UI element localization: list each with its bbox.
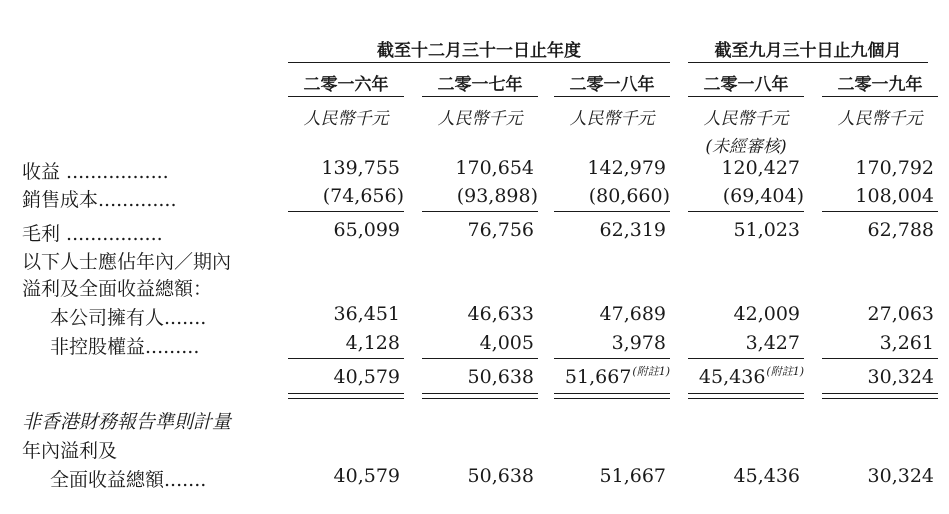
cell-value: 3,427 — [745, 332, 800, 354]
row-label-attribution: 溢利及全面收益總額： — [22, 278, 213, 300]
column-year-2017: 二零一七年 — [437, 75, 523, 95]
cell-value: 46,633 — [467, 303, 534, 325]
cell-value: (69,404) — [722, 185, 804, 207]
subtotal-rule — [422, 211, 538, 212]
double-rule — [288, 393, 404, 399]
row-label-owners: 本公司擁有人....... — [50, 307, 207, 329]
group-header-nine-months: 截至九月三十日止九個月 — [714, 41, 902, 61]
year-rule-2019-9m — [822, 96, 938, 97]
cell-value: 3,261 — [879, 332, 934, 354]
total-rule — [822, 358, 938, 359]
cell-value: 76,756 — [467, 219, 534, 241]
cell-value: 27,063 — [867, 303, 934, 325]
double-rule — [688, 393, 804, 399]
column-year-2018-9m: 二零一八年 — [703, 75, 789, 95]
total-rule — [288, 358, 404, 359]
row-label-non-hkfrs: 年內溢利及 — [22, 440, 118, 462]
cell-value: 40,579 — [333, 465, 400, 487]
cell-value: 139,755 — [321, 157, 400, 179]
cell-value: 142,979 — [587, 157, 666, 179]
cell-value-text: 51,667 — [564, 366, 632, 388]
cell-value: (80,660) — [588, 185, 670, 207]
unit-label: 人民幣千元 — [703, 109, 789, 129]
unit-label: 人民幣千元 — [437, 109, 523, 129]
cell-value: 62,788 — [867, 219, 934, 241]
cell-value: 45,436 — [733, 465, 800, 487]
cell-value: 51,667 — [599, 465, 666, 487]
column-year-2016: 二零一六年 — [303, 75, 389, 95]
group-rule-annual — [288, 62, 670, 63]
row-label-cost-of-sales: 銷售成本............. — [22, 189, 177, 211]
footnote-ref: (附註1) — [632, 365, 670, 378]
unit-label: 人民幣千元 — [837, 109, 923, 129]
cell-value: 50,638 — [467, 366, 534, 388]
year-rule-2016 — [288, 96, 404, 97]
year-rule-2018-9m — [688, 96, 804, 97]
column-year-2019-9m: 二零一九年 — [837, 75, 923, 95]
cell-value: 51,023 — [733, 219, 800, 241]
cell-value: 50,638 — [467, 465, 534, 487]
subtotal-rule — [822, 211, 938, 212]
unit-label: 人民幣千元 — [303, 109, 389, 129]
cell-value: 30,324 — [867, 465, 934, 487]
unit-label: 人民幣千元 — [569, 109, 655, 129]
row-label-revenue: 收益 ................. — [22, 161, 169, 183]
group-rule-nine-months — [688, 62, 928, 63]
cell-value-text: 45,436 — [698, 366, 766, 388]
unaudited-note: (未經審核) — [705, 137, 787, 157]
year-rule-2018 — [554, 96, 670, 97]
cell-value: 47,689 — [599, 303, 666, 325]
total-rule — [422, 358, 538, 359]
footnote-ref: (附註1) — [766, 365, 804, 378]
group-header-annual: 截至十二月三十一日止年度 — [377, 41, 581, 61]
cell-value: 3,978 — [611, 332, 666, 354]
subtotal-rule — [554, 211, 670, 212]
cell-value: (74,656) — [322, 185, 404, 207]
total-rule — [688, 358, 804, 359]
row-label-attribution: 以下人士應佔年內／期內 — [22, 251, 232, 273]
cell-value: 65,099 — [333, 219, 400, 241]
cell-value: 62,319 — [599, 219, 666, 241]
row-label-gross-profit: 毛利 ................ — [22, 223, 163, 245]
row-label-non-hkfrs: 全面收益總額....... — [50, 469, 207, 491]
double-rule — [554, 393, 670, 399]
cell-value: 42,009 — [733, 303, 800, 325]
cell-value — [688, 366, 804, 388]
row-label-non-hkfrs: 非香港財務報告準則計量 — [22, 411, 232, 433]
row-label-non-controlling: 非控股權益......... — [50, 336, 200, 358]
subtotal-rule — [288, 211, 404, 212]
cell-value: 170,654 — [455, 157, 534, 179]
subtotal-rule — [688, 211, 804, 212]
double-rule — [422, 393, 538, 399]
cell-value: 40,579 — [333, 366, 400, 388]
cell-value: 30,324 — [867, 366, 934, 388]
cell-value: (93,898) — [456, 185, 538, 207]
year-rule-2017 — [422, 96, 538, 97]
cell-value: 4,128 — [345, 332, 400, 354]
double-rule — [822, 393, 938, 399]
cell-value: 108,004 — [855, 185, 934, 207]
cell-value: 4,005 — [479, 332, 534, 354]
total-rule — [554, 358, 670, 359]
column-year-2018: 二零一八年 — [569, 75, 655, 95]
cell-value — [554, 366, 670, 388]
cell-value: 36,451 — [333, 303, 400, 325]
cell-value: 170,792 — [855, 157, 934, 179]
cell-value: 120,427 — [721, 157, 800, 179]
